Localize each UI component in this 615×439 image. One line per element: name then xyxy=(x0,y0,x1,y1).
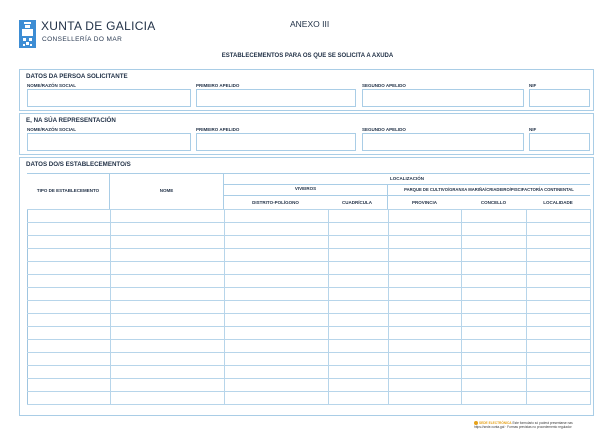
cell-locality[interactable] xyxy=(527,249,591,262)
cell-type[interactable] xyxy=(28,223,111,236)
cell-locality[interactable] xyxy=(527,301,591,314)
representative-first-surname-field[interactable] xyxy=(196,133,356,151)
applicant-first-surname-field[interactable] xyxy=(196,89,356,107)
cell-province[interactable] xyxy=(389,262,462,275)
cell-type[interactable] xyxy=(28,327,111,340)
cell-name[interactable] xyxy=(111,366,225,379)
col-council-header: CONCELLO xyxy=(480,200,507,205)
table-row xyxy=(28,223,591,236)
cell-type[interactable] xyxy=(28,301,111,314)
cell-type[interactable] xyxy=(28,249,111,262)
cell-district[interactable] xyxy=(225,275,329,288)
cell-name[interactable] xyxy=(111,262,225,275)
cell-grid[interactable] xyxy=(329,314,389,327)
col-locality-header: LOCALIDADE xyxy=(543,200,573,205)
cell-type[interactable] xyxy=(28,210,111,223)
cell-name[interactable] xyxy=(111,301,225,314)
header-divider xyxy=(224,184,590,185)
cell-grid[interactable] xyxy=(329,379,389,392)
cell-locality[interactable] xyxy=(527,327,591,340)
cell-district[interactable] xyxy=(225,392,329,405)
cell-province[interactable] xyxy=(389,366,462,379)
representative-second-surname-field[interactable] xyxy=(362,133,524,151)
cell-council[interactable] xyxy=(462,301,527,314)
cell-grid[interactable] xyxy=(329,223,389,236)
cell-district[interactable] xyxy=(225,366,329,379)
table-header xyxy=(27,173,590,210)
cell-type[interactable] xyxy=(28,353,111,366)
applicant-first-surname-label: PRIMEIRO APELIDO xyxy=(196,83,240,88)
col-name-header: NOME xyxy=(159,188,174,193)
cell-type[interactable] xyxy=(28,392,111,405)
col-type-header: TIPO DE ESTABLECEMENTO xyxy=(36,188,100,193)
cell-district[interactable] xyxy=(225,340,329,353)
cell-province[interactable] xyxy=(389,353,462,366)
cell-district[interactable] xyxy=(225,314,329,327)
representative-section-title: E, NA SÚA REPRESENTACIÓN xyxy=(26,117,116,124)
applicant-second-surname-field[interactable] xyxy=(362,89,524,107)
cell-grid[interactable] xyxy=(329,288,389,301)
cell-province[interactable] xyxy=(389,223,462,236)
col-district-header: DISTRITO-POLÍGONO xyxy=(252,200,299,205)
cell-locality[interactable] xyxy=(527,262,591,275)
cell-locality[interactable] xyxy=(527,288,591,301)
localization-header: LOCALIZACIÓN xyxy=(390,176,424,181)
cell-council[interactable] xyxy=(462,353,527,366)
table-row xyxy=(28,314,591,327)
nurseries-header: VIVEIROS xyxy=(294,186,317,191)
cell-province[interactable] xyxy=(389,379,462,392)
cell-name[interactable] xyxy=(111,353,225,366)
table-row xyxy=(28,392,591,405)
cell-province[interactable] xyxy=(389,249,462,262)
cell-type[interactable] xyxy=(28,379,111,392)
table-row xyxy=(28,288,591,301)
table-row xyxy=(28,262,591,275)
applicant-nif-label: NIF xyxy=(529,83,537,88)
cell-council[interactable] xyxy=(462,366,527,379)
establishments-table xyxy=(27,209,591,405)
table-row xyxy=(28,366,591,379)
cell-district[interactable] xyxy=(225,288,329,301)
table-row xyxy=(28,379,591,392)
cell-council[interactable] xyxy=(462,340,527,353)
cell-province[interactable] xyxy=(389,236,462,249)
representative-nif-label: NIF xyxy=(529,127,537,132)
annex-label: ANEXO III xyxy=(290,19,330,29)
cell-grid[interactable] xyxy=(329,262,389,275)
header-divider xyxy=(224,195,590,196)
cell-type[interactable] xyxy=(28,275,111,288)
cell-locality[interactable] xyxy=(527,275,591,288)
cell-grid[interactable] xyxy=(329,249,389,262)
cell-locality[interactable] xyxy=(527,340,591,353)
table-row xyxy=(28,301,591,314)
cell-locality[interactable] xyxy=(527,366,591,379)
cell-grid[interactable] xyxy=(329,366,389,379)
representative-second-surname-label: SEGUNDO APELIDO xyxy=(362,127,406,132)
cell-district[interactable] xyxy=(225,301,329,314)
cell-grid[interactable] xyxy=(329,236,389,249)
establishments-section xyxy=(19,157,594,416)
footer-line1: Este formulario só poderá presentarse nas xyxy=(512,421,573,425)
cell-grid[interactable] xyxy=(329,340,389,353)
cell-name[interactable] xyxy=(111,392,225,405)
col-province-header: PROVINCIA xyxy=(411,200,437,205)
cell-grid[interactable] xyxy=(329,392,389,405)
representative-first-surname-label: PRIMEIRO APELIDO xyxy=(196,127,240,132)
cell-grid[interactable] xyxy=(329,301,389,314)
footer-badge: SEDE ELECTRÓNICA xyxy=(479,421,512,425)
cell-name[interactable] xyxy=(111,314,225,327)
cell-locality[interactable] xyxy=(527,314,591,327)
representative-nif-field[interactable] xyxy=(529,133,590,151)
xunta-logo-icon xyxy=(19,20,36,48)
table-row xyxy=(28,275,591,288)
applicant-section xyxy=(19,69,594,111)
representative-name-field[interactable] xyxy=(27,133,191,151)
cell-type[interactable] xyxy=(28,236,111,249)
cell-council[interactable] xyxy=(462,288,527,301)
cell-name[interactable] xyxy=(111,223,225,236)
table-row xyxy=(28,249,591,262)
cell-locality[interactable] xyxy=(527,392,591,405)
applicant-name-label: NOME/RAZÓN SOCIAL xyxy=(27,83,76,88)
cell-name[interactable] xyxy=(111,340,225,353)
cell-name[interactable] xyxy=(111,249,225,262)
cell-name[interactable] xyxy=(111,275,225,288)
table-row xyxy=(28,210,591,223)
cell-council[interactable] xyxy=(462,327,527,340)
org-department: CONSELLERÍA DO MAR xyxy=(42,36,123,43)
cell-name[interactable] xyxy=(111,327,225,340)
cell-district[interactable] xyxy=(225,379,329,392)
table-row xyxy=(28,327,591,340)
document-title: ESTABLECEMENTOS PARA OS QUE SE SOLICITA A AXUDA xyxy=(221,53,394,59)
cell-district[interactable] xyxy=(225,353,329,366)
cell-locality[interactable] xyxy=(527,223,591,236)
cell-name[interactable] xyxy=(111,379,225,392)
cell-council[interactable] xyxy=(462,236,527,249)
cell-district[interactable] xyxy=(225,223,329,236)
cell-council[interactable] xyxy=(462,379,527,392)
cell-locality[interactable] xyxy=(527,210,591,223)
table-row xyxy=(28,353,591,366)
farm-header: PARQUE DE CULTIVO/GRANXA MARIÑA/CRIADEIRO/PISCIFACTORÍA CONTINENTAL xyxy=(404,187,574,192)
cell-province[interactable] xyxy=(389,275,462,288)
footer-line2: https://sede.xunta.gal · Formas previstas no procedemento regulador xyxy=(474,425,572,430)
cell-name[interactable] xyxy=(111,210,225,223)
cell-name[interactable] xyxy=(111,236,225,249)
cell-district[interactable] xyxy=(225,327,329,340)
cell-locality[interactable] xyxy=(527,353,591,366)
cell-province[interactable] xyxy=(389,340,462,353)
cell-grid[interactable] xyxy=(329,353,389,366)
cell-district[interactable] xyxy=(225,210,329,223)
cell-council[interactable] xyxy=(462,262,527,275)
cell-province[interactable] xyxy=(389,314,462,327)
applicant-nif-field[interactable] xyxy=(529,89,590,107)
org-name: XUNTA DE GALICIA xyxy=(41,19,156,33)
cell-type[interactable] xyxy=(28,262,111,275)
cell-type[interactable] xyxy=(28,366,111,379)
col-grid-header: CUADRÍCULA xyxy=(342,200,372,205)
cell-type[interactable] xyxy=(28,314,111,327)
cell-locality[interactable] xyxy=(527,379,591,392)
cell-council[interactable] xyxy=(462,314,527,327)
cell-province[interactable] xyxy=(389,392,462,405)
cell-grid[interactable] xyxy=(329,275,389,288)
cell-type[interactable] xyxy=(28,340,111,353)
cell-name[interactable] xyxy=(111,288,225,301)
cell-district[interactable] xyxy=(225,236,329,249)
cell-council[interactable] xyxy=(462,392,527,405)
table-row xyxy=(28,236,591,249)
cell-council[interactable] xyxy=(462,223,527,236)
cell-province[interactable] xyxy=(389,210,462,223)
applicant-name-field[interactable] xyxy=(27,89,191,107)
cell-locality[interactable] xyxy=(527,236,591,249)
cell-council[interactable] xyxy=(462,249,527,262)
cell-district[interactable] xyxy=(225,249,329,262)
cell-province[interactable] xyxy=(389,327,462,340)
applicant-section-title: DATOS DA PERSOA SOLICITANTE xyxy=(26,73,128,80)
table-row xyxy=(28,340,591,353)
applicant-second-surname-label: SEGUNDO APELIDO xyxy=(362,83,406,88)
representative-section xyxy=(19,113,594,155)
cell-province[interactable] xyxy=(389,288,462,301)
cell-grid[interactable] xyxy=(329,327,389,340)
footer-note xyxy=(474,421,602,429)
representative-name-label: NOME/RAZÓN SOCIAL xyxy=(27,127,76,132)
cell-province[interactable] xyxy=(389,301,462,314)
cell-type[interactable] xyxy=(28,288,111,301)
establishments-section-title: DATOS DO/S ESTABLECEMENTO/S xyxy=(26,161,131,168)
cell-district[interactable] xyxy=(225,262,329,275)
cell-grid[interactable] xyxy=(329,210,389,223)
cell-council[interactable] xyxy=(462,275,527,288)
cell-council[interactable] xyxy=(462,210,527,223)
